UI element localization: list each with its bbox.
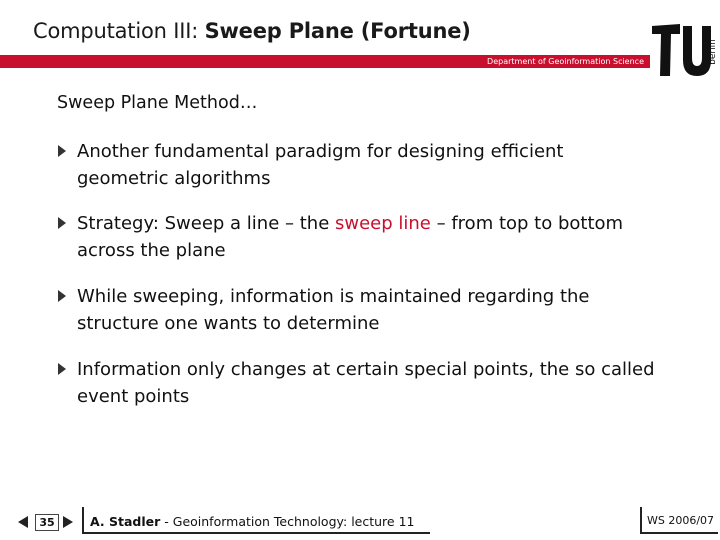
bullet-item-4 [58,357,658,410]
footer-author: A. Stadler [90,514,161,529]
bullet-text-1: Another fundamental paradigm for designing efficient geometric algorithms [77,141,564,189]
bullet-text-2-after: – from top to bottom across the plane [77,213,624,261]
bullet-arrow-icon [58,363,66,375]
next-slide-icon[interactable] [63,516,73,528]
bullet-item-1 [58,139,658,192]
footer-course: - Geoinformation Technology: lecture 11 [160,514,415,529]
footer-course-text [90,514,414,529]
bullet-arrow-icon [58,217,66,229]
logo-berlin-text: berlin [708,39,718,65]
bullet-item-3 [58,284,658,337]
sweep-line-highlight: sweep line [335,213,431,234]
previous-slide-icon[interactable] [18,516,28,528]
bullet-arrow-icon [58,145,66,157]
header-title-prefix: Computation III: [33,19,199,43]
bullet-text-3: While sweeping, information is maintained regarding the structure one wants to determine [77,286,590,334]
footer-term: WS 2006/07 [647,514,715,527]
bullet-arrow-icon [58,290,66,302]
footer-term-box [640,507,718,534]
header-title-topic: Sweep Plane (Fortune) [204,19,471,43]
tu-berlin-logo [650,22,718,78]
slide-navigation [18,514,78,530]
bullet-item-2 [58,211,658,264]
page-number: 35 [35,514,59,531]
footer-course-box [82,507,430,534]
bullet-text-2 [77,211,658,264]
slide-header-title [33,19,471,43]
section-heading: Sweep Plane Method… [57,93,258,113]
bullet-text-4: Information only changes at certain special points, the so called event points [77,359,655,407]
bullet-text-2-before: Strategy: Sweep a line – the [77,213,335,234]
header-red-bar [0,55,650,68]
department-label: Department of Geoinformation Science [487,57,644,66]
